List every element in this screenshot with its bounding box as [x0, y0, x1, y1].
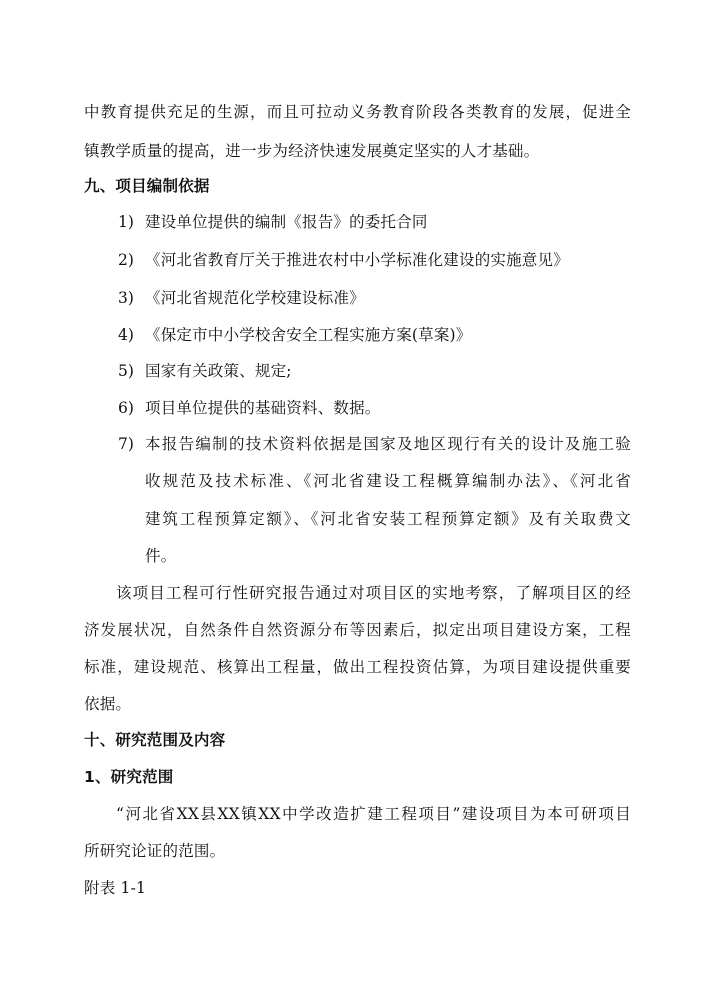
table-caption: 附表 1-1: [84, 879, 147, 897]
list-item: 项目单位提供的基础资料、数据。: [145, 399, 381, 417]
list-item-number: 1): [118, 213, 134, 231]
list-item: 国家有关政策、规定;: [145, 362, 292, 380]
list-item: 建设单位提供的编制《报告》的委托合同: [145, 213, 428, 231]
list-item-number: 3): [118, 289, 134, 307]
list-item-number: 4): [118, 326, 134, 344]
intro-line-1: 中教育提供充足的生源，而且可拉动义务教育阶段各类教育的发展，促进全: [84, 103, 631, 121]
list-item-number: 5): [118, 362, 134, 380]
section-10-heading: 十、研究范围及内容: [84, 731, 226, 749]
scope-line-2: 所研究论证的范围。: [84, 842, 226, 860]
section-9-heading: 九、项目编制依据: [84, 177, 210, 195]
list-item-line-4: 件。: [145, 547, 177, 565]
paragraph-line-4: 依据。: [84, 695, 132, 713]
list-item-line-3: 建筑工程预算定额》、《河北省安装工程预算定额》及有关取费文: [145, 510, 631, 528]
list-item-number: 6): [118, 399, 134, 417]
subsection-1-heading: 1、研究范围: [84, 768, 174, 786]
list-item: 《河北省教育厅关于推进农村中小学标准化建设的实施意见》: [145, 251, 569, 269]
scope-line-1: “河北省XX县XX镇XX中学改造扩建工程项目”建设项目为本可研项目: [116, 805, 631, 823]
list-item: 《保定市中小学校舍安全工程实施方案(草案)》: [145, 326, 472, 344]
list-item-number: 2): [118, 251, 134, 269]
list-item-line-2: 收规范及技术标准、《河北省建设工程概算编制办法》、《河北省: [145, 472, 631, 490]
intro-line-2: 镇教学质量的提高，进一步为经济快速发展奠定坚实的人才基础。: [84, 142, 540, 160]
paragraph-line-1: 该项目工程可行性研究报告通过对项目区的实地考察，了解项目区的经: [116, 584, 631, 602]
list-item-number: 7): [118, 435, 134, 453]
list-item-line-1: 本报告编制的技术资料依据是国家及地区现行有关的设计及施工验: [145, 435, 631, 453]
paragraph-line-2: 济发展状况，自然条件自然资源分布等因素后，拟定出项目建设方案，工程: [84, 621, 631, 639]
list-item: 《河北省规范化学校建设标准》: [145, 289, 365, 307]
paragraph-line-3: 标准，建设规范、核算出工程量，做出工程投资估算，为项目建设提供重要: [84, 658, 631, 676]
